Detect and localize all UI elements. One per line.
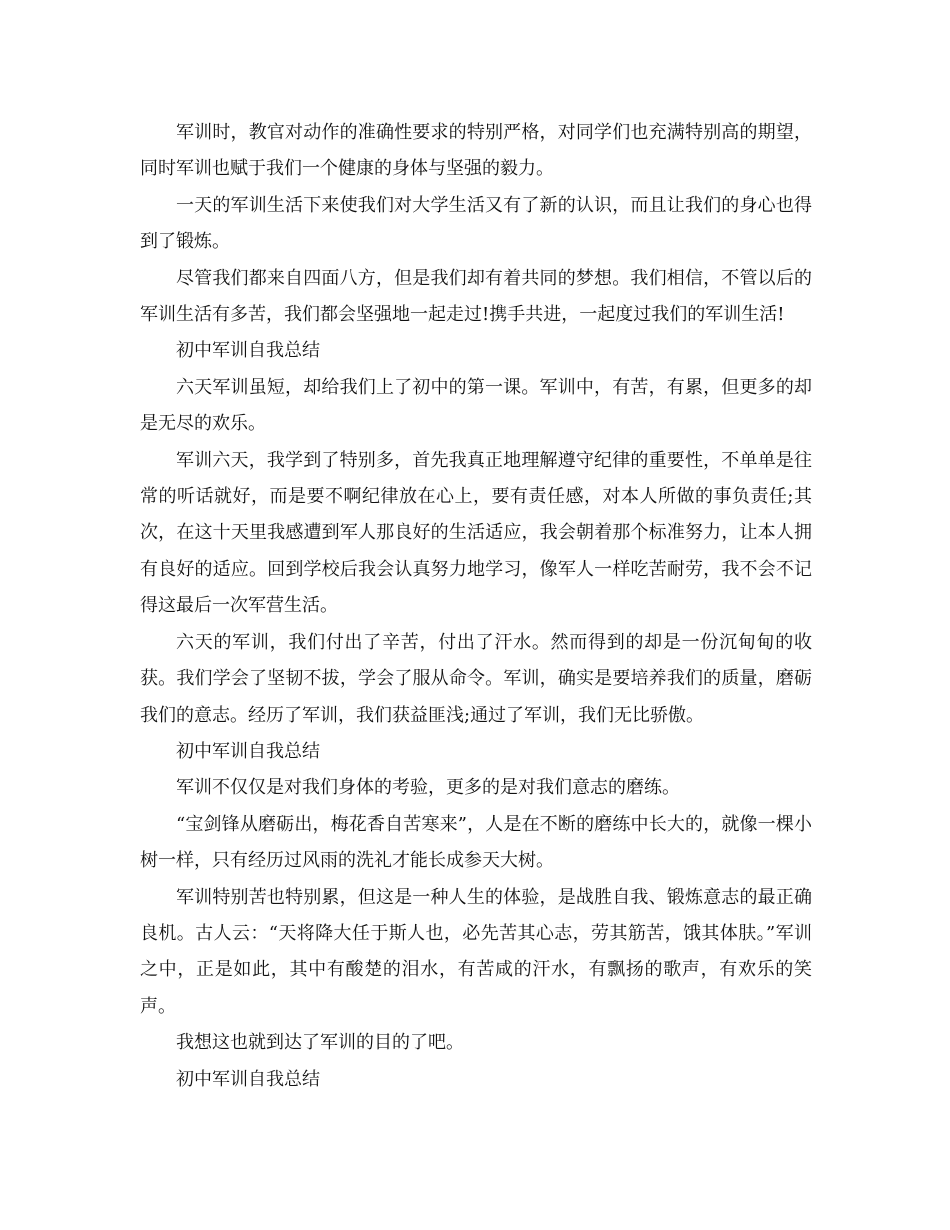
paragraph: 军训时，教官对动作的准确性要求的特别严格，对同学们也充满特别高的期望，同时军训也赋于我们一个健康的身体与坚强的毅力。 [140, 122, 812, 180]
paragraph: 尽管我们都来自四面八方，但是我们却有着共同的梦想。我们相信，不管以后的军训生活有多苦，我们都会坚强地一起走过!携手共进，一起度过我们的军训生活! [140, 267, 812, 326]
paragraph: 我想这也就到达了军训的目的了吧。 [176, 1032, 464, 1054]
paragraph: 六天军训虽短，却给我们上了初中的第一课。军训中，有苦，有累，但更多的却是无尽的欢乐。 [140, 376, 812, 435]
section-heading: 初中军训自我总结 [176, 740, 320, 762]
section-heading: 初中军训自我总结 [176, 1068, 320, 1090]
document-body [140, 115, 812, 1098]
paragraph: “宝剑锋从磨砺出，梅花香自苦寒来”，人是在不断的磨练中长大的，就像一棵小树一样，只有经历过风雨的洗礼才能长成参天大树。 [140, 813, 812, 872]
paragraph: 军训特别苦也特别累，但这是一种人生的体验，是战胜自我、锻炼意志的最正确良机。古人云：“天将降大任于斯人也，必先苦其心志，劳其筋苦，饿其体肤。”军训之中，正是如此，其中有酸楚的泪水，有苦咸的汗水，有飘扬的歌声，有欢乐的笑声。 [140, 886, 812, 1017]
section-heading: 初中军训自我总结 [176, 340, 320, 362]
paragraph: 军训不仅仅是对我们身体的考验，更多的是对我们意志的磨练。 [176, 777, 680, 799]
paragraph: 一天的军训生活下来使我们对大学生活又有了新的认识，而且让我们的身心也得到了锻炼。 [140, 194, 812, 253]
paragraph: 六天的军训，我们付出了辛苦，付出了汗水。然而得到的却是一份沉甸甸的收获。我们学会了坚韧不拔，学会了服从命令。军训，确实是要培养我们的质量，磨砺我们的意志。经历了军训，我们获益匪浅;通过了军训，我们无比骄傲。 [140, 631, 812, 726]
paragraph: 军训六天，我学到了特别多，首先我真正地理解遵守纪律的重要性，不单单是往常的听话就好，而是要不啊纪律放在心上，要有责任感，对本人所做的事负责任;其次，在这十天里我感遭到军人那良好的生活适应，我会朝着那个标准努力，让本人拥有良好的适应。回到学校后我会认真努力地学习，像军人一样吃苦耐劳，我不会不记得这最后一次军营生活。 [140, 449, 812, 617]
